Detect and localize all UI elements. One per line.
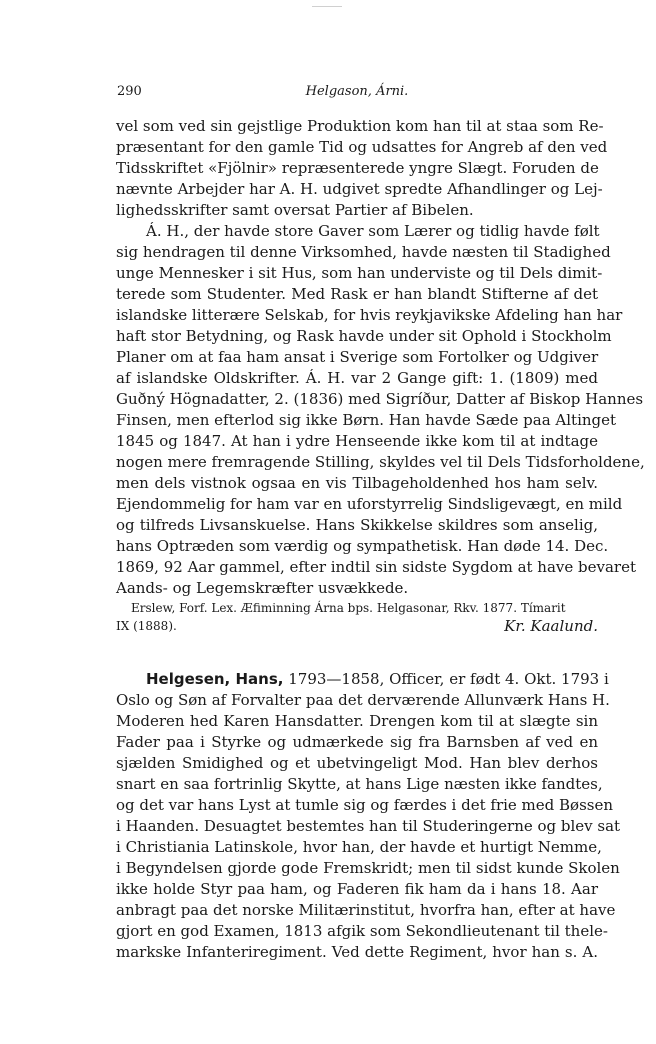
page-header: [117, 84, 597, 106]
text-line: Planer om at faa ham ansat i Sverige som Fortolker og Udgiver: [116, 348, 599, 366]
text-line: i Haanden. Desuagtet bestemtes han til Studeringerne og blev sat: [116, 817, 621, 835]
text-line: markske Infanteriregiment. Ved dette Regiment, hvor han s. A.: [116, 943, 598, 961]
text-line: Oslo og Søn af Forvalter paa det derværende Allunværk Hans H.: [116, 691, 610, 709]
text-line: i Christiania Latinskole, hvor han, der havde et hurtigt Nemme,: [116, 838, 602, 856]
text-line: 1845 og 1847. At han i ydre Henseende ikke kom til at indtage: [116, 432, 598, 450]
top-scan-mark: [312, 6, 342, 7]
entry1-references: [116, 599, 598, 635]
text-line: Finsen, men efterlod sig ikke Børn. Han havde Sæde paa Altinget: [116, 411, 617, 429]
text-line: vel som ved sin gejstlige Produktion kom han til at staa som Re-: [116, 117, 604, 135]
text-line: snart en saa fortrinlig Skytte, at hans Lige næsten ikke fandtes,: [116, 775, 603, 793]
text-line: gjort en god Examen, 1813 afgik som Sekondlieutenant til thele-: [116, 922, 608, 940]
page-number: 290: [117, 84, 142, 99]
running-head: Helgason, Árni.: [305, 84, 409, 99]
text-line: anbragt paa det norske Militærinstitut, hvorfra han, efter at have: [116, 901, 616, 919]
text-line: Á. H., der havde store Gaver som Lærer og tidlig havde følt: [146, 222, 600, 240]
text-line: unge Mennesker i sit Hus, som han underviste og til Dels dimit-: [116, 264, 603, 282]
entry1-paragraph-1: [116, 116, 608, 221]
references-line: IX (1888).: [116, 619, 177, 633]
references-line: Erslew, Forf. Lex. Æfiminning Árna bps. Helgasonar, Rkv. 1877. Tímarit: [131, 601, 566, 615]
text-line: sjælden Smidighed og et ubetvingeligt Mod. Han blev derhos: [116, 754, 598, 772]
text-line: og tilfreds Livsanskuelse. Hans Skikkelse skildres som anselig,: [116, 516, 598, 534]
text-line: sig hendragen til denne Virksomhed, havde næsten til Stadighed: [116, 243, 611, 261]
entry-separator: [116, 635, 598, 669]
references-line-with-signature: [116, 617, 598, 635]
text-line: terede som Studenter. Med Rask er han blandt Stifterne af det: [116, 285, 598, 303]
text-line: men dels vistnok ogsaa en vis Tilbageholdenhed hos ham selv.: [116, 474, 598, 492]
text-line: hans Optræden som værdig og sympathetisk. Han døde 14. Dec.: [116, 537, 609, 555]
text-line: Fader paa i Styrke og udmærkede sig fra Barnsben af ved en: [116, 733, 598, 751]
text-line: Moderen hed Karen Hansdatter. Drengen kom til at slægte sin: [116, 712, 598, 730]
entry2-paragraph: [116, 669, 621, 963]
text-line: Guðný Högnadatter, 2. (1836) med Sigríður, Datter af Biskop Hannes: [116, 390, 644, 408]
text-line: i Begyndelsen gjorde gode Fremskridt; men til sidst kunde Skolen: [116, 859, 620, 877]
headword-line-rest: 1793—1858, Officer, er født 4. Okt. 1793 i: [283, 670, 609, 688]
text-line: Tidsskriftet «Fjölnir» repræsenterede yngre Slægt. Foruden de: [116, 159, 599, 177]
text-line: Ejendommelig for ham var en uforstyrrelig Sindsligevægt, en mild: [116, 495, 623, 513]
text-line: 1869, 92 Aar gammel, efter indtil sin sidste Sygdom at have bevaret: [116, 558, 637, 576]
text-line: præsentant for den gamle Tid og udsattes for Angreb af den ved: [116, 138, 608, 156]
body-text: [116, 116, 645, 963]
text-line: lighedsskrifter samt oversat Partier af Bibelen.: [116, 201, 474, 219]
author-signature: Kr. Kaalund.: [504, 617, 598, 635]
text-line: Aands- og Legemskræfter usvækkede.: [116, 579, 409, 597]
text-line: af islandske Oldskrifter. Á. H. var 2 Gange gift: 1. (1809) med: [116, 369, 598, 387]
text-line: islandske litterære Selskab, for hvis reykjavikske Afdeling han har: [116, 306, 623, 324]
text-line: ikke holde Styr paa ham, og Faderen fik ham da i hans 18. Aar: [116, 880, 598, 898]
text-line: og det var hans Lyst at tumle sig og færdes i det frie med Bøssen: [116, 796, 614, 814]
text-line: nævnte Arbejder har A. H. udgivet spredte Afhandlinger og Lej-: [116, 180, 603, 198]
headword: Helgesen, Hans,: [146, 670, 284, 688]
text-line: nogen mere fremragende Stilling, skyldes vel til Dels Tidsforholdene,: [116, 453, 645, 471]
entry1-paragraph-2: [116, 221, 645, 599]
text-line: haft stor Betydning, og Rask havde under sit Ophold i Stockholm: [116, 327, 612, 345]
text-line: [116, 669, 609, 690]
